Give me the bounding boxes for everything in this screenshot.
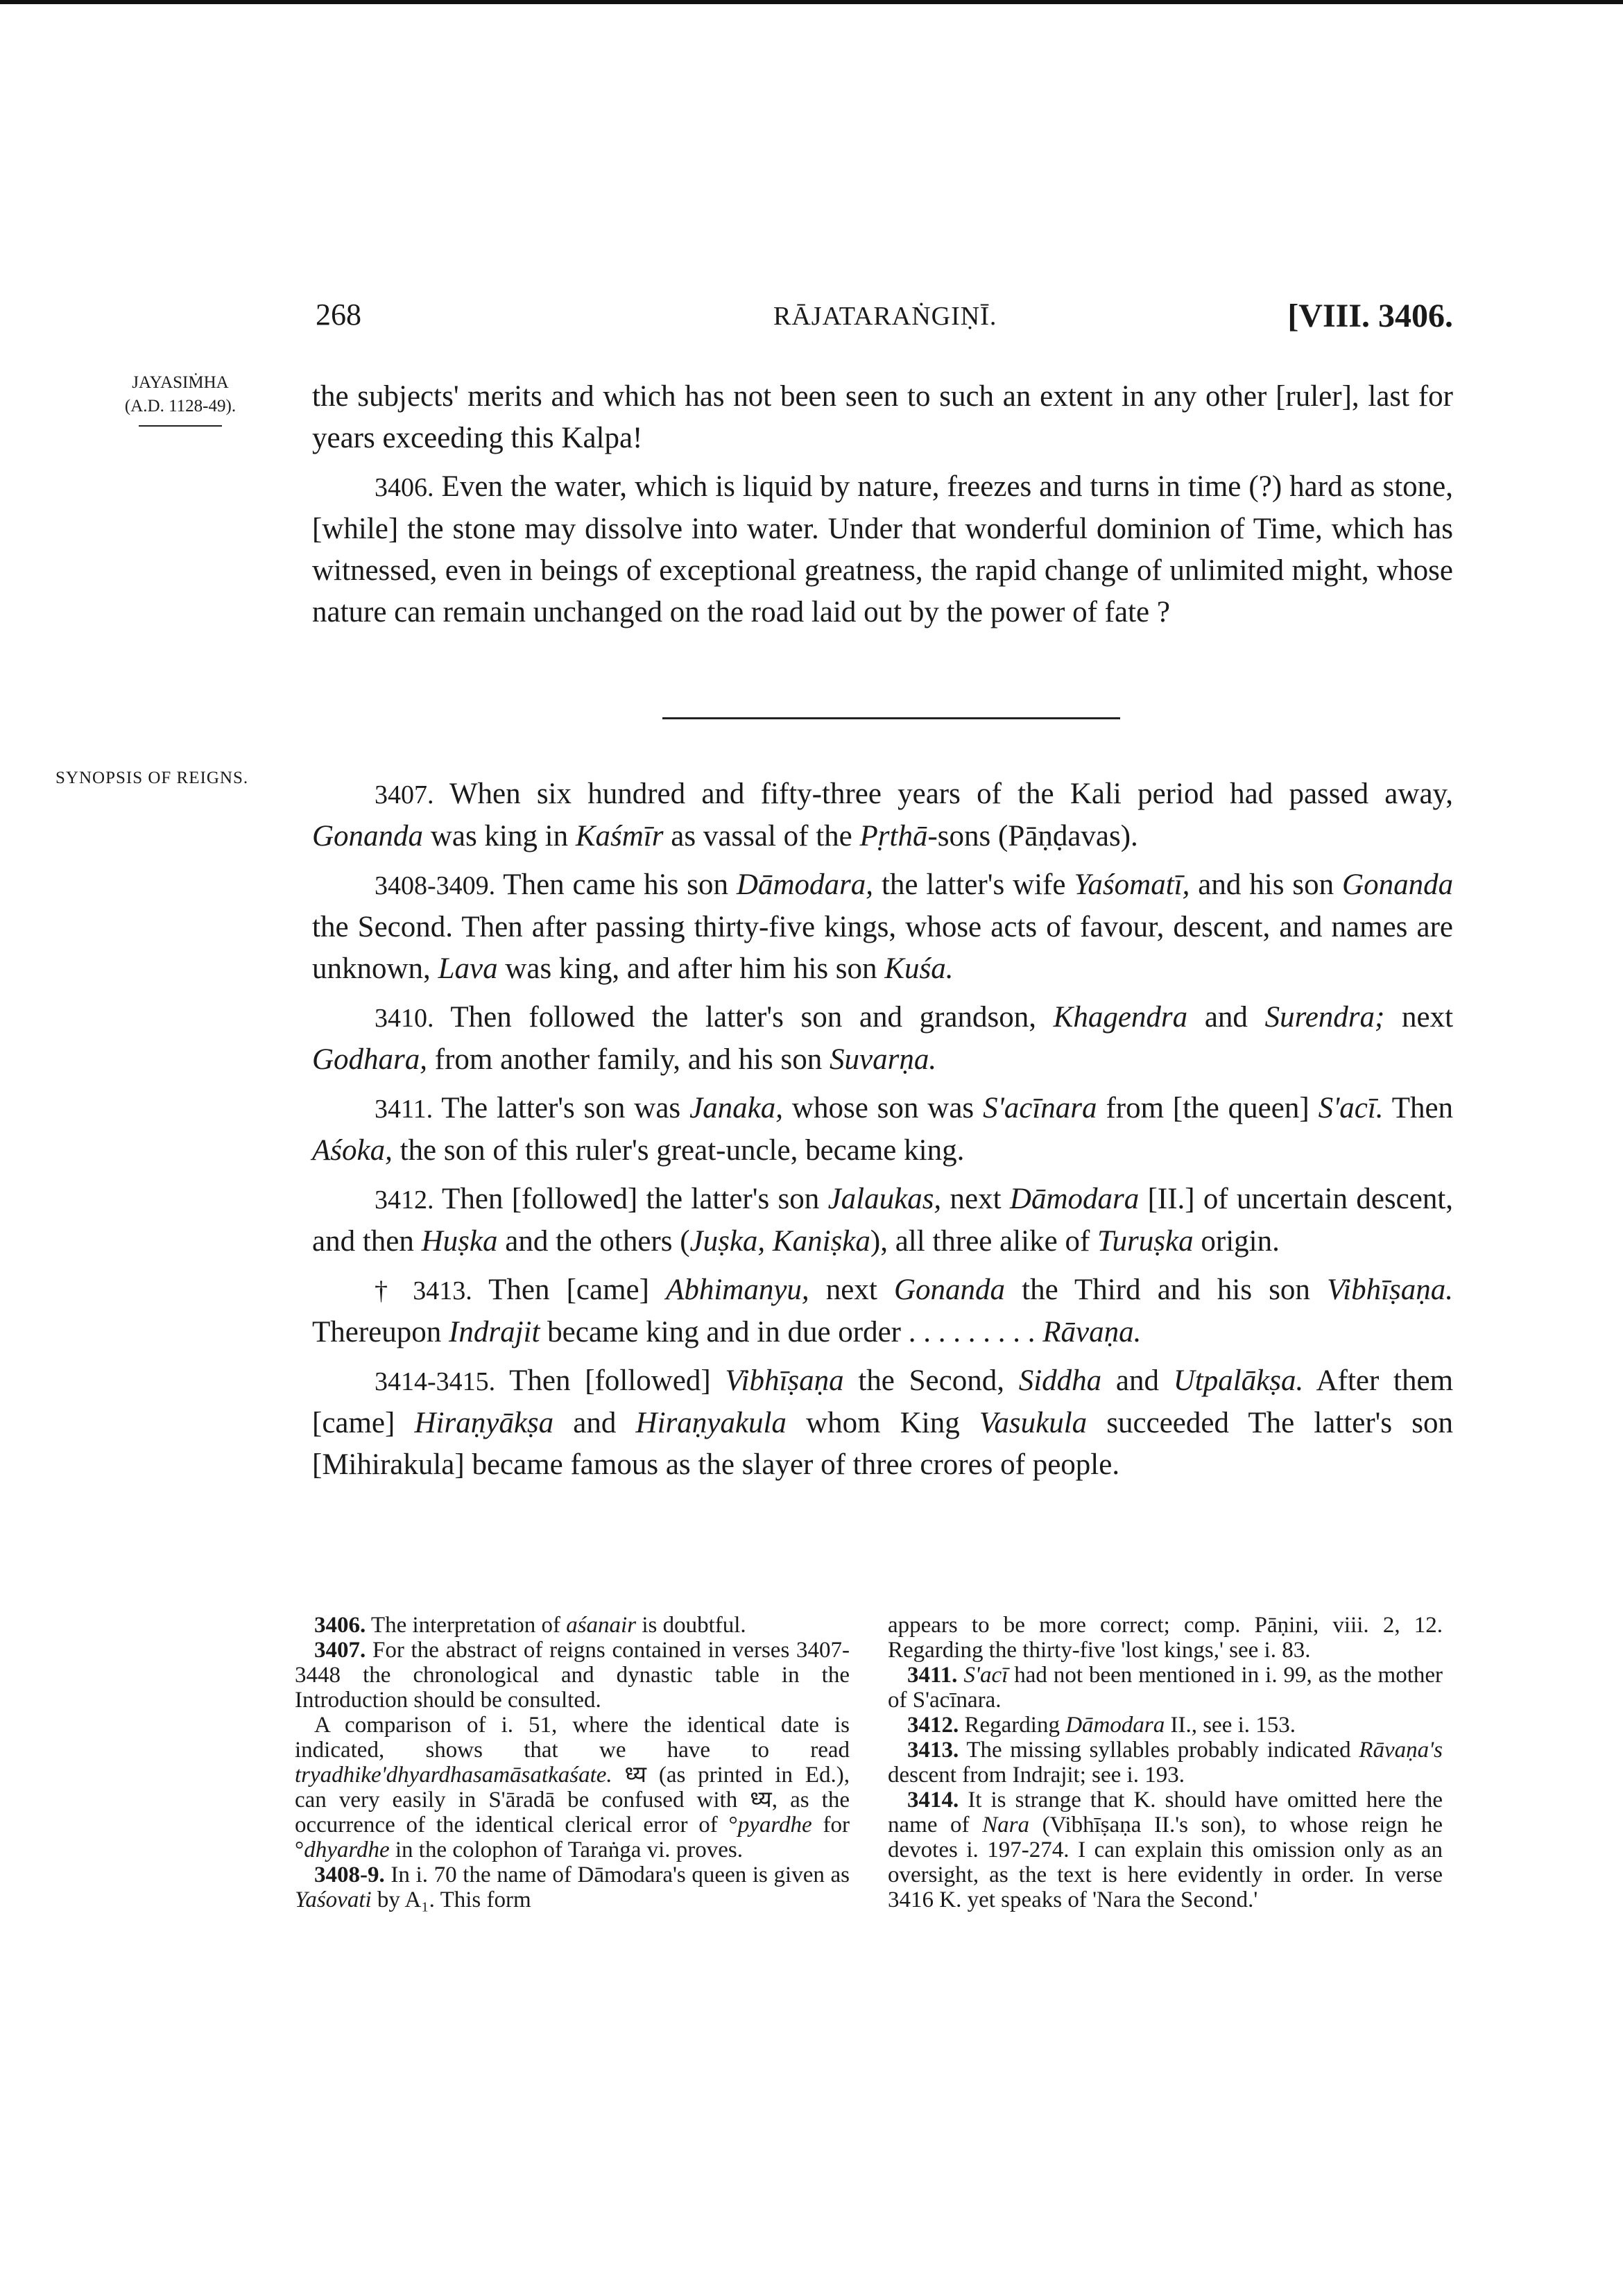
verse-text: and bbox=[1115, 1364, 1159, 1397]
footnote-italic: Nara bbox=[982, 1813, 1029, 1837]
verse-3411 bbox=[312, 1088, 1453, 1172]
footnote-number: 3414. bbox=[907, 1788, 959, 1813]
verse-text: from another family, and his son bbox=[434, 1043, 823, 1076]
verse-text: Then bbox=[1391, 1092, 1454, 1124]
name-italic: Suvarṇa. bbox=[830, 1043, 937, 1076]
name-italic: Vibhīṣaṇa. bbox=[1327, 1274, 1454, 1306]
verse-number: 3407. bbox=[375, 780, 434, 809]
verse-text: the Second, bbox=[858, 1364, 1004, 1397]
footnote-text: II., see i. 153. bbox=[1170, 1713, 1296, 1738]
footnote-3408-continued: appears to be more correct; comp. Pāṇini, viii. 2, 12. Regarding the thirty-five 'lost kings,' see i. 83. bbox=[888, 1613, 1443, 1663]
verse-number: 3410. bbox=[375, 1004, 434, 1033]
footnote-number: 3408-9. bbox=[314, 1862, 385, 1887]
verse-3414-3415 bbox=[312, 1360, 1453, 1486]
verse-text: -sons (Pāṇḍavas). bbox=[927, 820, 1138, 853]
verse-text: Then [followed] the latter's son bbox=[442, 1183, 820, 1215]
verse-text: and bbox=[1204, 1001, 1248, 1034]
text-block-upper bbox=[312, 376, 1453, 640]
footnote-number: 3413. bbox=[907, 1738, 959, 1763]
verse-text: and bbox=[573, 1407, 617, 1439]
verse-3408-3409 bbox=[312, 864, 1453, 990]
name-italic: Abhimanyu, bbox=[666, 1274, 809, 1306]
verse-text: became king and in due order . . . . . . . . . bbox=[547, 1316, 1036, 1348]
footnote-3406 bbox=[295, 1613, 850, 1638]
name-italic: S'acīnara bbox=[983, 1092, 1097, 1124]
name-italic: Turuṣka bbox=[1097, 1225, 1194, 1258]
footnote-3412 bbox=[888, 1713, 1443, 1738]
footnote-text: for ° bbox=[295, 1813, 850, 1862]
name-italic: Yaśomatī, bbox=[1074, 868, 1190, 901]
verse-number: 3411. bbox=[375, 1095, 433, 1124]
footnote-number: 3407. bbox=[314, 1638, 366, 1663]
name-italic: Huṣka bbox=[421, 1225, 498, 1258]
page-header bbox=[316, 297, 1453, 352]
verse-text: Then followed the latter's son and grandson, bbox=[450, 1001, 1036, 1034]
footnote-number: 3411. bbox=[907, 1663, 958, 1688]
verse-text: and his son bbox=[1198, 868, 1334, 901]
name-italic: Pṛthā bbox=[859, 820, 928, 853]
verse-3406 bbox=[312, 466, 1453, 633]
verse-3410 bbox=[312, 997, 1453, 1081]
footnote-3407 bbox=[295, 1638, 850, 1713]
verse-number: 3414-3415. bbox=[375, 1367, 496, 1396]
name-italic: Gonanda bbox=[312, 820, 424, 853]
verse-text: origin. bbox=[1201, 1225, 1280, 1258]
name-italic: Lava bbox=[438, 952, 498, 985]
verse-text: from [the queen] bbox=[1106, 1092, 1309, 1124]
verse-3407 bbox=[312, 773, 1453, 857]
name-italic: Juṣka, Kaniṣka bbox=[689, 1225, 870, 1258]
verse-text: succeeded The latter's son [Mihirakula] became famous as the slayer of three crores of people. bbox=[312, 1407, 1454, 1481]
verse-text: as vassal of the bbox=[671, 820, 852, 853]
name-italic: Dāmodara bbox=[1009, 1183, 1140, 1215]
footnote-text: The missing syllables probably indicated bbox=[966, 1738, 1351, 1763]
text-block-synopsis bbox=[312, 773, 1453, 1493]
name-italic: Vibhīṣaṇa bbox=[725, 1364, 844, 1397]
footnote-3408-9 bbox=[295, 1862, 850, 1912]
footnote-text: had not been mentioned in i. 99, as the mother of S'acīnara. bbox=[888, 1663, 1443, 1713]
footnote-text: It is strange that K. should have omitted here the name of bbox=[888, 1788, 1443, 1837]
footnote-text: For the abstract of reigns contained in verses 3407-3448 the chronological and dynastic table in the Introduction should be consulted. bbox=[295, 1638, 850, 1713]
verse-text: Then came his son bbox=[503, 868, 728, 901]
name-italic: Aśoka, bbox=[312, 1134, 393, 1167]
name-italic: Vasukula bbox=[979, 1407, 1088, 1439]
name-italic: Surendra; bbox=[1264, 1001, 1385, 1034]
verse-text: whom King bbox=[806, 1407, 960, 1439]
footnote-text: descent from Indrajit; see i. 193. bbox=[888, 1763, 1185, 1788]
name-italic: Kaśmīr bbox=[575, 820, 664, 853]
footnotes-left-column bbox=[295, 1613, 850, 1912]
verse-text: the Third and his son bbox=[1022, 1274, 1310, 1306]
verse-number: 3412. bbox=[375, 1185, 434, 1215]
name-italic: Kuśa. bbox=[884, 952, 954, 985]
footnote-italic: dhyardhe bbox=[304, 1837, 390, 1862]
page-number: 268 bbox=[316, 298, 361, 332]
verse-text: the Second. Then after passing thirty-five kings, whose acts of favour, descent, and names are unknown, bbox=[312, 911, 1453, 985]
footnote-text: ध्य (as printed in Ed.), can very easily in S'āradā be confused with ध्य, as the occurrence of the identical clerical error of ° bbox=[295, 1763, 850, 1837]
reign-name: JAYASIṀHA bbox=[132, 373, 229, 392]
name-italic: Utpalākṣa. bbox=[1173, 1364, 1304, 1397]
footnote-italic: tryadhike'dhyardhasamāsatkaśate. bbox=[295, 1763, 612, 1788]
reign-years: (A.D. 1128-49). bbox=[124, 397, 237, 415]
footnote-3411 bbox=[888, 1663, 1443, 1713]
verse-text: Even the water, which is liquid by nature, freezes and turns in time (?) hard as stone, [while] the stone may dissolve into water. Under that wonderful dominion of Time, which has witnessed, even in beings of exceptional greatness, the rapid change of unlimited might, whose nature can remain unchanged on the road laid out by the power of fate ? bbox=[312, 470, 1453, 628]
section-reference: [VIII. 3406. bbox=[1287, 298, 1453, 334]
verse-text: [II.] of uncertain descent, and then bbox=[312, 1183, 1454, 1258]
footnote-italic: Dāmodara bbox=[1065, 1713, 1165, 1738]
name-italic: Janaka, bbox=[689, 1092, 783, 1124]
verse-text: After them [came] bbox=[312, 1364, 1454, 1439]
verse-text: next bbox=[825, 1274, 877, 1306]
footnote-number: 3406. bbox=[314, 1613, 366, 1638]
footnote-italic: pyardhe bbox=[737, 1813, 812, 1837]
verse-text: ), all three alike of bbox=[870, 1225, 1090, 1258]
footnote-text: (Vibhīṣaṇa II.'s son), to whose reign he devotes i. 197-274. I can explain this omission only as an oversight, as the text is here evidently in order. In verse 3416 K. yet speaks of 'Nara the Second.' bbox=[888, 1813, 1443, 1912]
verse-text: was king, and after him his son bbox=[505, 952, 877, 985]
verse-text: The latter's son was bbox=[441, 1092, 681, 1124]
footnote-3407-continued bbox=[295, 1713, 850, 1862]
name-italic: Jalaukas, bbox=[827, 1183, 942, 1215]
verse-3413 bbox=[312, 1269, 1453, 1353]
paragraph-continued: the subjects' merits and which has not been seen to such an extent in any other [ruler], last for years exceeding this Kalpa! bbox=[312, 380, 1453, 454]
footnote-text: is doubtful. bbox=[642, 1613, 746, 1638]
footnote-text: In i. 70 the name of Dāmodara's queen is given as bbox=[390, 1862, 850, 1887]
footnote-text: by A₁. This form bbox=[377, 1887, 531, 1912]
verse-number: 3408-3409. bbox=[375, 871, 496, 900]
footnotes-right-column bbox=[888, 1613, 1443, 1912]
verse-text: and the others ( bbox=[505, 1225, 690, 1258]
name-italic: Gonanda bbox=[1342, 868, 1454, 901]
running-title: RĀJATARAṄGIṆĪ. bbox=[773, 302, 997, 331]
verse-3412 bbox=[312, 1179, 1453, 1262]
name-italic: Indrajit bbox=[449, 1316, 540, 1348]
name-italic: Siddha bbox=[1018, 1364, 1102, 1397]
footnote-number: 3412. bbox=[907, 1713, 959, 1738]
name-italic: Hiraṇyākṣa bbox=[414, 1407, 554, 1439]
footnote-italic: Rāvaṇa's bbox=[1359, 1738, 1443, 1763]
verse-number: 3406. bbox=[375, 473, 434, 502]
verse-text: next bbox=[950, 1183, 1002, 1215]
verse-text: When six hundred and fifty-three years of the Kali period had passed away, bbox=[449, 778, 1453, 810]
footnote-3414 bbox=[888, 1788, 1443, 1912]
sidenote-rule bbox=[139, 425, 222, 427]
name-italic: Khagendra bbox=[1053, 1001, 1188, 1034]
footnote-text: in the colophon of Taraṅga vi. proves. bbox=[395, 1837, 743, 1862]
top-border-line bbox=[0, 0, 1623, 4]
verse-text: the latter's wife bbox=[881, 868, 1066, 901]
name-italic: Rāvaṇa. bbox=[1042, 1316, 1142, 1348]
footnote-italic: S'acī bbox=[963, 1663, 1008, 1688]
verse-text: next bbox=[1402, 1001, 1454, 1034]
verse-text: Then [came] bbox=[488, 1274, 649, 1306]
verse-text: was king in bbox=[430, 820, 569, 853]
verse-text: whose son was bbox=[791, 1092, 974, 1124]
verse-text: the son of this ruler's great-uncle, became king. bbox=[400, 1134, 965, 1167]
verse-text: Thereupon bbox=[312, 1316, 442, 1348]
verse-text: Then [followed] bbox=[509, 1364, 711, 1397]
synopsis-sidenote: SYNOPSIS OF REIGNS. bbox=[55, 769, 249, 787]
footnote-text: Regarding bbox=[964, 1713, 1060, 1738]
section-divider bbox=[662, 717, 1120, 719]
footnote-3413 bbox=[888, 1738, 1443, 1788]
verse-number: † 3413. bbox=[375, 1276, 472, 1305]
footnote-text: The interpretation of bbox=[370, 1613, 560, 1638]
footnote-text: A comparison of i. 51, where the identical date is indicated, shows that we have to read bbox=[295, 1713, 850, 1763]
name-italic: S'acī. bbox=[1318, 1092, 1384, 1124]
name-italic: Dāmodara, bbox=[736, 868, 874, 901]
reign-sidenote bbox=[76, 371, 284, 427]
footnote-italic: Yaśovati bbox=[295, 1887, 372, 1912]
name-italic: Gonanda bbox=[893, 1274, 1006, 1306]
footnote-italic: aśanair bbox=[566, 1613, 637, 1638]
name-italic: Hiraṇyakula bbox=[635, 1407, 787, 1439]
name-italic: Godhara, bbox=[312, 1043, 428, 1076]
